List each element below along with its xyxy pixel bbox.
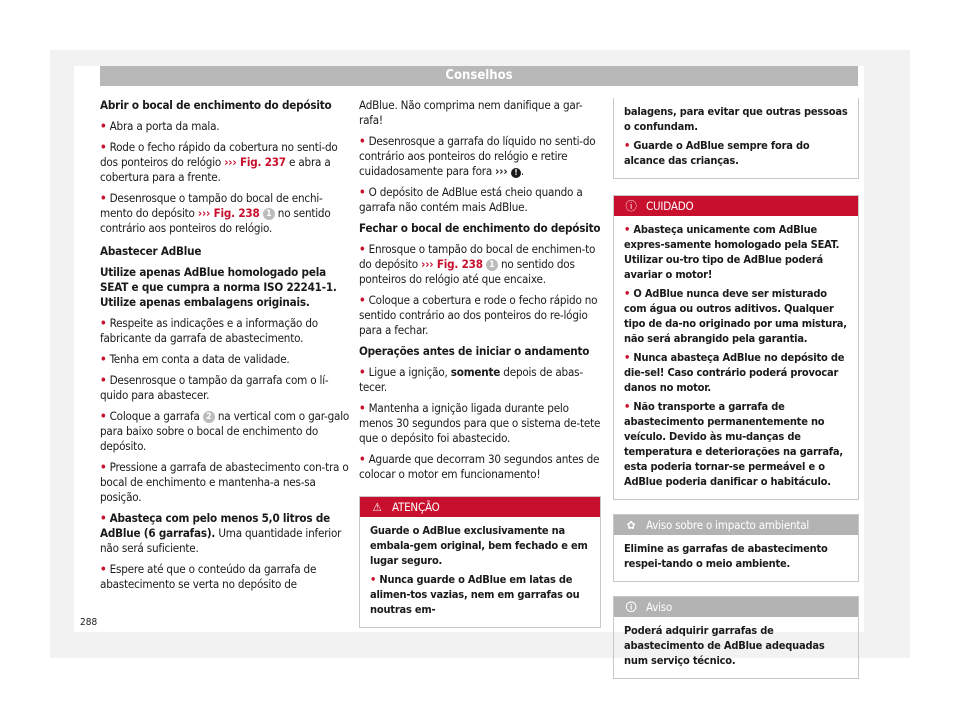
warning-text: • Nunca guarde o AdBlue em latas de alimen-tos vazias, nem em garrafas ou noutras em-: [370, 573, 580, 616]
bullet-icon: •: [100, 191, 107, 205]
page-number: 288: [80, 617, 98, 628]
bullet-icon: •: [100, 409, 107, 423]
item-text: Enrosque o tampão do bocal de enchimen-to do depósito: [359, 242, 596, 271]
heading-open-filler: Abrir o bocal de enchimento do depósito: [100, 98, 332, 112]
figure-link[interactable]: ››› Fig. 238: [421, 257, 483, 271]
caution-box: [613, 195, 859, 500]
callout-number: 2: [203, 411, 215, 423]
list-item: [359, 242, 601, 287]
item-text: Aguarde que decorram 30 segundos antes de colocar o motor em funcionamento!: [359, 452, 600, 481]
item-text: Uma quantidade inferior não será suficiente.: [100, 526, 342, 555]
item-text: Coloque a cobertura e rode o fecho rápido no sentido contrário ao dos ponteiros do re-lógio para a fechar.: [359, 293, 598, 337]
list-item: [359, 401, 601, 446]
environment-box-title: ✿ Aviso sobre o impacto ambiental: [614, 515, 858, 535]
heading-close-filler: Fechar o bocal de enchimento do depósito: [359, 221, 601, 235]
item-text: Coloque a garrafa: [109, 409, 200, 423]
list-item: [359, 185, 601, 215]
caution-box-body: [614, 216, 858, 499]
caution-text: • O AdBlue nunca deve ser misturado com água ou outros aditivos. Qualquer tipo de da-no originado por uma mistura, não será abrangido pela garantia.: [624, 287, 847, 345]
warning-text: • Guarde o AdBlue sempre fora do alcance das crianças.: [624, 139, 810, 167]
list-item: [100, 409, 352, 454]
environment-box: [613, 514, 859, 582]
bullet-icon: •: [359, 365, 366, 379]
item-text: Pressione a garrafa de abastecimento con-tra o bocal de enchimento e mantenha-a nes-sa posição.: [100, 460, 349, 504]
item-text: Rode o fecho rápido da cobertura no senti-do dos ponteiros do relógio: [100, 140, 338, 169]
item-text: no sentido dos ponteiros do relógio até que encaixe.: [359, 257, 575, 286]
warning-box: [359, 496, 601, 628]
list-item: [100, 316, 352, 346]
bullet-icon: •: [359, 401, 366, 415]
item-text: O depósito de AdBlue está cheio quando a garrafa não contém mais AdBlue.: [359, 185, 583, 214]
warning-box-continued: [613, 98, 859, 179]
list-item: [359, 452, 601, 482]
column-1: [100, 98, 352, 598]
list-item: [100, 191, 352, 236]
bullet-icon: •: [100, 352, 107, 366]
item-text: Mantenha a ignição ligada durante pelo menos 30 segundos para que o sistema de-tete que o depósito foi abastecido.: [359, 401, 601, 445]
section-header: Conselhos: [100, 66, 858, 86]
warning-triangle-icon: ⚠: [372, 500, 382, 514]
bullet-icon: •: [100, 316, 107, 330]
item-text-bold: somente: [450, 365, 501, 379]
caution-text: • Não transporte a garrafa de abastecimento permanentemente no veículo. Devido às mu-danças de temperatura e deteriorações na garrafa, esta poderia tornar-se permeável e o AdBlue poderia danificar o habitáculo.: [624, 400, 843, 488]
item-text: e abra a cobertura para a frente.: [100, 155, 331, 184]
list-item: [359, 365, 601, 395]
note-box: [613, 596, 859, 679]
list-item: [100, 140, 352, 185]
item-text: Ligue a ignição,: [368, 365, 448, 379]
environment-box-body: [614, 535, 858, 581]
item-text: depois de abas-tecer.: [359, 365, 583, 394]
bullet-icon: •: [359, 242, 366, 256]
warning-box-body: [360, 517, 600, 627]
environment-text: Elimine as garrafas de abastecimento respei-tando o meio ambiente.: [624, 542, 828, 570]
flower-icon: ✿: [626, 518, 636, 532]
info-icon: 🛈: [625, 600, 637, 614]
list-item: [100, 562, 352, 592]
info-icon: !: [511, 168, 521, 178]
note-box-title: 🛈 Aviso: [614, 597, 858, 617]
list-item: [100, 373, 352, 403]
callout-number: 1: [486, 259, 498, 271]
column-3: [613, 98, 859, 679]
bullet-icon: •: [359, 293, 366, 307]
intro-text: Utilize apenas AdBlue homologado pela SEAT e que cumpra a norma ISO 22241-1. Utilize apenas embalagens originais.: [100, 265, 337, 309]
bullet-icon: •: [624, 400, 631, 413]
warning-text: Guarde o AdBlue exclusivamente na embala-gem original, bem fechado e em lugar seguro.: [370, 524, 588, 567]
warning-link[interactable]: ››› !: [495, 164, 521, 178]
bullet-icon: •: [624, 287, 631, 300]
warning-box-title: ⚠ ATENÇÃO: [360, 497, 600, 517]
item-text: Tenha em conta a data de validade.: [109, 352, 290, 366]
caution-box-title: ⓘ CUIDADO: [614, 196, 858, 216]
item-text: Respeite as indicações e a informação do fabricante da garrafa de abastecimento.: [100, 316, 318, 345]
bullet-icon: •: [100, 511, 107, 525]
item-text: na vertical com o gar-galo para baixo sobre o bocal de enchimento do depósito.: [100, 409, 350, 453]
caution-text: • Nunca abasteça AdBlue no depósito de die-sel! Caso contrário poderá provocar danos no motor.: [624, 351, 845, 394]
bullet-icon: •: [100, 562, 107, 576]
note-box-body: [614, 617, 858, 678]
item-text-bold: Abasteça com pelo menos 5,0 litros de AdBlue (6 garrafas).: [100, 511, 330, 540]
bullet-icon: •: [100, 373, 107, 387]
bullet-icon: •: [359, 185, 366, 199]
warning-text: balagens, para evitar que outras pessoas o confundam.: [624, 105, 848, 133]
bullet-icon: •: [100, 140, 107, 154]
item-text: no sentido contrário aos ponteiros do relógio.: [100, 206, 331, 235]
item-text: Abra a porta da mala.: [109, 119, 220, 133]
item-text: Desenrosque a garrafa do líquido no senti-do contrário aos ponteiros do relógio e retire cuidadosamente para fora: [359, 134, 596, 178]
bullet-icon: •: [370, 573, 377, 586]
bullet-icon: •: [359, 452, 366, 466]
item-text: Espere até que o conteúdo da garrafa de abastecimento se verta no depósito de: [100, 562, 317, 591]
bullet-icon: •: [624, 223, 631, 236]
callout-number: 1: [263, 208, 275, 220]
heading-before-driving: Operações antes de iniciar o andamento: [359, 344, 590, 358]
item-text: Desenrosque o tampão da garrafa com o lí-quido para abastecer.: [100, 373, 329, 402]
list-item: [359, 293, 601, 338]
item-text: Desenrosque o tampão do bocal de enchi-mento do depósito: [100, 191, 323, 220]
list-item: • Desenrosque a garrafa do líquido no senti-do contrário aos ponteiros do relógio e retire cuidadosamente para fora ››› ! .: [359, 134, 596, 178]
list-item: [100, 119, 352, 134]
bullet-icon: •: [624, 351, 631, 364]
list-item: [100, 460, 352, 505]
list-item: [100, 352, 352, 367]
bullet-icon: •: [359, 134, 366, 148]
bullet-icon: •: [100, 119, 107, 133]
warning-box-body: [614, 98, 858, 178]
list-item: [100, 511, 352, 556]
note-text: Poderá adquirir garrafas de abastecimento de AdBlue adequadas num serviço técnico.: [624, 624, 825, 667]
figure-link[interactable]: ››› Fig. 238: [197, 206, 260, 220]
figure-link[interactable]: ››› Fig. 237: [224, 155, 286, 169]
caution-text: • Abasteça unicamente com AdBlue expres-samente homologado pela SEAT. Utilizar ou-tro tipo de AdBlue poderá avariar o motor!: [624, 223, 840, 281]
bullet-icon: •: [100, 460, 107, 474]
heading-refill: Abastecer AdBlue: [100, 244, 202, 258]
column-2: [359, 98, 601, 628]
exclamation-circle-icon: ⓘ: [625, 199, 637, 213]
bullet-icon: •: [624, 139, 631, 152]
continued-text: AdBlue. Não comprima nem danifique a gar-rafa!: [359, 98, 583, 127]
